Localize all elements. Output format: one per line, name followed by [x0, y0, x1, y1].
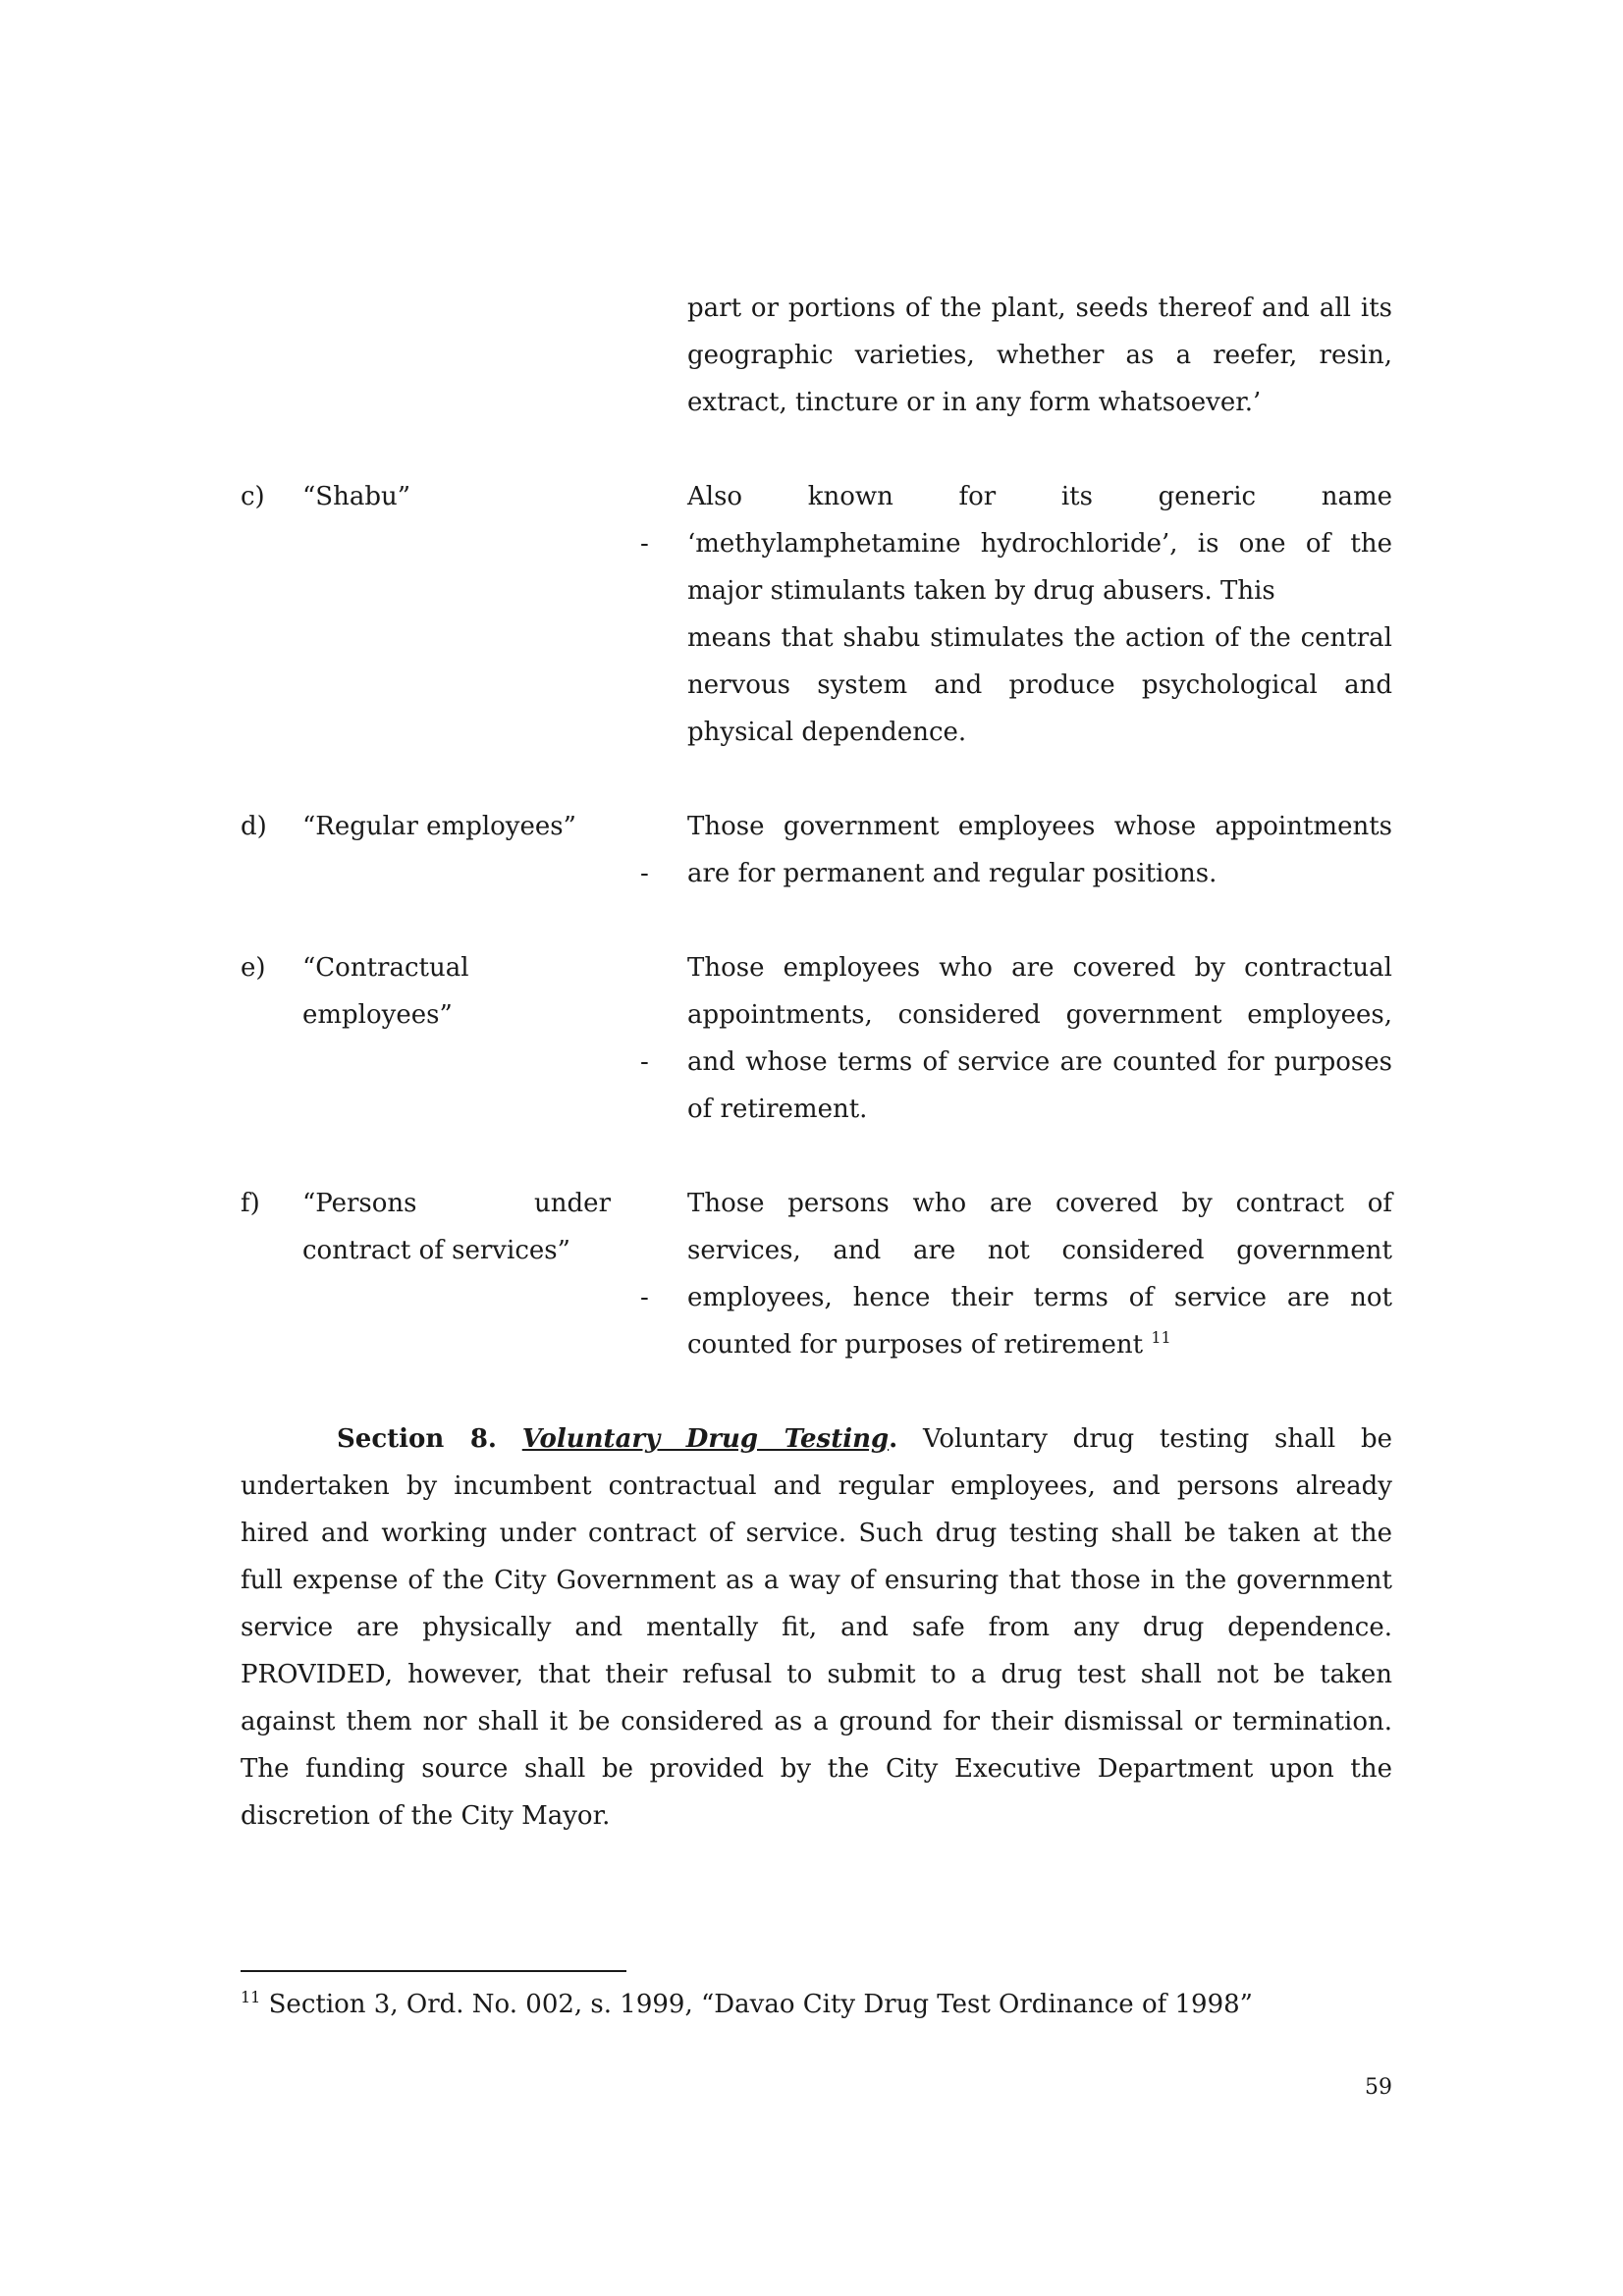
definition-line: means that shabu stimulates the action of the central: [687, 623, 1392, 653]
continuation-line: geographic varieties, whether as a reefer, resin,: [687, 341, 1392, 370]
page-number: 59: [1365, 2075, 1392, 2100]
definition-term: employees”: [302, 1000, 453, 1030]
footnote: [241, 1985, 1253, 2024]
section-line: service are physically and mentally fit, and safe from any drug dependence.: [241, 1613, 1392, 1642]
definition-dash: -: [640, 859, 649, 888]
definition-term: contract of services”: [302, 1236, 570, 1265]
definition-line: physical dependence.: [687, 718, 967, 747]
footnote-reference[interactable]: 11: [1151, 1328, 1171, 1347]
section-line: PROVIDED, however, that their refusal to submit to a drug test shall not be taken: [241, 1660, 1392, 1689]
definition-line: nervous system and produce psychological and: [687, 670, 1392, 700]
definition-line: Those persons who are covered by contract of: [687, 1189, 1392, 1218]
section-title-punct: .: [889, 1424, 898, 1454]
section-line: full expense of the City Government as a way of ensuring that those in the government: [241, 1566, 1392, 1595]
definition-term: “Persons under: [302, 1189, 611, 1218]
definition-line: employees, hence their terms of service are not: [687, 1283, 1392, 1312]
definition-line: Those employees who are covered by contractual: [687, 953, 1392, 983]
definition-line: Also known for its generic name: [687, 482, 1392, 511]
definition-term: “Contractual: [302, 953, 469, 983]
definition-line: major stimulants taken by drug abusers. This: [687, 576, 1275, 606]
continuation-line: extract, tincture or in any form whatsoever.’: [687, 388, 1262, 417]
section-line: hired and working under contract of service. Such drug testing shall be taken at the: [241, 1519, 1392, 1548]
definition-term: “Regular employees”: [302, 812, 576, 841]
definition-line: Those government employees whose appointments: [687, 812, 1392, 841]
definition-line: [687, 1321, 1392, 1368]
definition-line: of retirement.: [687, 1095, 868, 1124]
definition-line: services, and are not considered government: [687, 1236, 1392, 1265]
footnote-divider: [241, 1970, 626, 1972]
section-heading: Section 8.: [337, 1424, 497, 1454]
section-line: against them nor shall it be considered as a ground for their dismissal or termination.: [241, 1707, 1392, 1736]
continuation-line: part or portions of the plant, seeds thereof and all its: [687, 294, 1392, 323]
section-line: The funding source shall be provided by the City Executive Department upon the: [241, 1754, 1392, 1784]
section-8-first-line: [337, 1415, 1392, 1463]
definition-line: appointments, considered government employees,: [687, 1000, 1392, 1030]
definition-dash: -: [640, 1047, 649, 1077]
definition-dash: -: [640, 1283, 649, 1312]
footnote-number: 11: [241, 1988, 261, 2006]
definition-label: d): [241, 812, 267, 841]
definition-line: ‘methylamphetamine hydrochloride’, is one of the: [687, 529, 1392, 559]
definition-dash: -: [640, 529, 649, 559]
footnote-text: Section 3, Ord. No. 002, s. 1999, “Davao City Drug Test Ordinance of 1998”: [268, 1990, 1253, 2019]
definition-label: f): [241, 1189, 260, 1218]
definition-label: c): [241, 482, 265, 511]
section-text: Voluntary drug testing shall be: [923, 1424, 1393, 1454]
section-line: undertaken by incumbent contractual and regular employees, and persons already: [241, 1471, 1392, 1501]
section-line: discretion of the City Mayor.: [241, 1801, 611, 1831]
definition-line: and whose terms of service are counted for purposes: [687, 1047, 1392, 1077]
definition-line-text: counted for purposes of retirement: [687, 1330, 1144, 1360]
section-title: Voluntary Drug Testing: [521, 1424, 890, 1454]
definition-term: “Shabu”: [302, 482, 411, 511]
definition-line: are for permanent and regular positions.: [687, 859, 1217, 888]
definition-label: e): [241, 953, 266, 983]
